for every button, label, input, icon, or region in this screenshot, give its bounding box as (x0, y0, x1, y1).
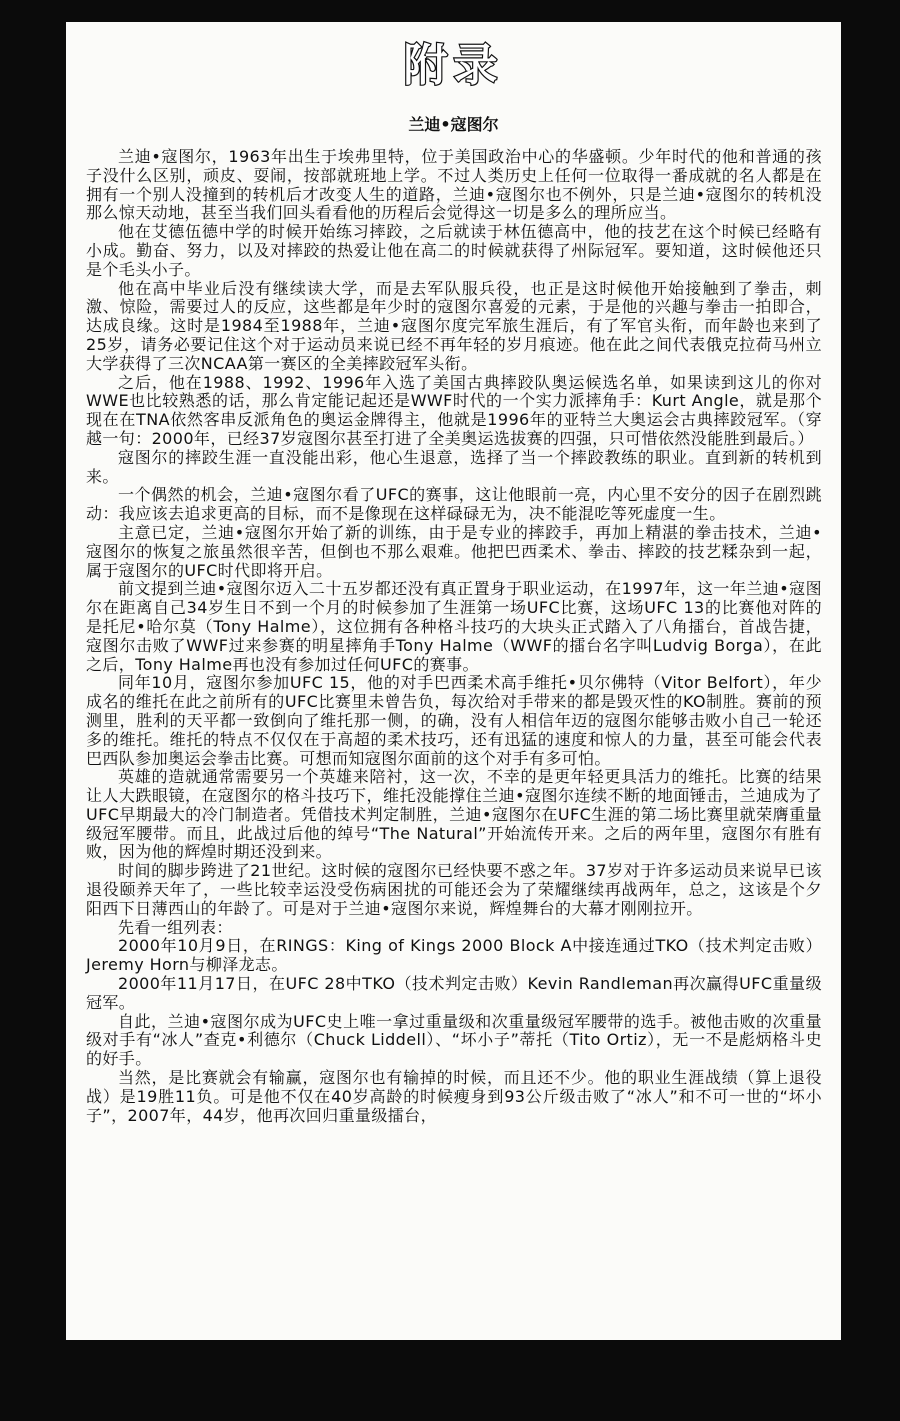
paragraph: 寇图尔的摔跤生涯一直没能出彩，他心生退意，选择了当一个摔跤教练的职业。直到新的转机到来。 (86, 447, 822, 486)
paragraph: 前文提到兰迪•寇图尔迈入二十五岁都还没有真正置身于职业运动，在1997年，这一年兰迪•寇图尔在距离自己34岁生日不到一个月的时候参加了生涯第一场UFC比赛，这场UFC 13的比赛他对阵的是托尼•哈尔莫（Tony Halme），这位拥有各种格斗技巧的大块头正式踏入了八角擂台，首战告捷，寇图尔击败了WWF过来参赛的明星摔角手Tony Halme（WWF的擂台名字叫Ludvig Borga），在此之后，Tony Halme再也没有参加过任何UFC的赛事。 (86, 579, 822, 674)
paragraph: 当然，是比赛就会有输赢，寇图尔也有输掉的时候，而且还不少。他的职业生涯战绩（算上退役战）是19胜11负。可是他不仅在40岁高龄的时候瘦身到93公斤级击败了“冰人”和不可一世的“坏小子”，2007年，44岁，他再次回归重量级擂台， (86, 1068, 822, 1125)
paragraph: 自此，兰迪•寇图尔成为UFC史上唯一拿过重量级和次重量级冠军腰带的选手。被他击败的次重量级对手有“冰人”查克•利德尔（Chuck Liddell）、“坏小子”蒂托（Tito Ortiz），无一不是彪炳格斗史的好手。 (86, 1011, 822, 1069)
document-page (66, 22, 841, 1340)
paragraph: 兰迪•寇图尔，1963年出生于埃弗里特，位于美国政治中心的华盛顿。少年时代的他和普通的孩子没什么区别，顽皮、耍闹，按部就班地上学。不过人类历史上任何一位取得一番成就的名人都是在拥有一个别人没撞到的转机后才改变人生的道路，兰迪•寇图尔也不例外，只是兰迪•寇图尔的转机没那么惊天动地，甚至当我们回头看看他的历程后会觉得这一切是多么的理所应当。 (86, 147, 822, 223)
paragraph: 之后，他在1988、1992、1996年入选了美国古典摔跤队奥运候选名单，如果读到这儿的你对WWE也比较熟悉的话，那么肯定能记起还是WWF时代的一个实力派摔角手：Kurt Angle，就是那个现在在TNA依然客串反派角色的奥运金牌得主，他就是1996年的亚特兰大奥运会古典摔跤冠军。（穿越一句：2000年，已经37岁寇图尔甚至打进了全美奥运选拔赛的四强，只可惜依然没能胜到最后。） (86, 372, 822, 448)
paragraph: 2000年10月9日，在RINGS：King of Kings 2000 Block A中接连通过TKO（技术判定击败）Jeremy Horn与柳泽龙志。 (86, 936, 822, 975)
paragraph: 先看一组列表： (118, 917, 233, 937)
paragraph: 他在艾德伍德中学的时候开始练习摔跤，之后就读于林伍德高中，他的技艺在这个时候已经略有小成。勤奋、努力，以及对摔跤的热爱让他在高二的时候就获得了州际冠军。要知道，这时候他还只是个毛头小子。 (86, 222, 822, 279)
paragraph: 同年10月，寇图尔参加UFC 15，他的对手巴西柔术高手维托•贝尔佛特（Vitor Belfort），年少成名的维托在此之前所有的UFC比赛里未曾告负，每次给对手带来的都是毁灭性的KO制胜。赛前的预测里，胜利的天平都一致倒向了维托那一侧，的确，没有人相信年迈的寇图尔能够击败小自己一轮还多的维托。维托的特点不仅仅在于高超的柔术技巧，还有迅猛的速度和惊人的力量，甚至可能会代表巴西队参加奥运会拳击比赛。可想而知寇图尔面前的这个对手有多可怕。 (86, 673, 822, 768)
paragraph: 时间的脚步跨进了21世纪。这时候的寇图尔已经快要不惑之年。37岁对于许多运动员来说早已该退役颐养天年了，一些比较幸运没受伤病困扰的可能还会为了荣耀继续再战两年，总之，这该是个夕阳西下日薄西山的年龄了。可是对于兰迪•寇图尔来说，辉煌舞台的大幕才刚刚拉开。 (86, 861, 822, 918)
article-body (86, 148, 822, 1125)
paragraph: 英雄的造就通常需要另一个英雄来陪衬，这一次，不幸的是更年轻更具活力的维托。比赛的结果让人大跌眼镜，在寇图尔的格斗技巧下，维托没能撑住兰迪•寇图尔连续不断的地面锤击，兰迪成为了UFC早期最大的冷门制造者。凭借技术判定制胜，兰迪•寇图尔在UFC生涯的第二场比赛里就荣膺重量级冠军腰带。而且，此战过后他的绰号“The Natural”开始流传开来。之后的两年里，寇图尔有胜有败，因为他的辉煌时期还没到来。 (86, 767, 822, 862)
paragraph: 一个偶然的机会，兰迪•寇图尔看了UFC的赛事，这让他眼前一亮，内心里不安分的因子在剧烈跳动：我应该去追求更高的目标，而不是像现在这样碌碌无为，决不能混吃等死虚度一生。 (86, 485, 822, 524)
paragraph: 主意已定，兰迪•寇图尔开始了新的训练，由于是专业的摔跤手，再加上精湛的拳击技术，兰迪•寇图尔的恢复之旅虽然很辛苦，但倒也不那么艰难。他把巴西柔术、拳击、摔跤的技艺糅杂到一起，属于寇图尔的UFC时代即将开启。 (86, 522, 822, 580)
paragraph: 2000年11月17日，在UFC 28中TKO（技术判定击败）Kevin Randleman再次赢得UFC重量级冠军。 (86, 974, 822, 1012)
page-heading: 附录 (403, 40, 504, 91)
paragraph: 他在高中毕业后没有继续读大学，而是去军队服兵役，也正是这时候他开始接触到了拳击，刺激、惊险，需要过人的反应，这些都是年少时的寇图尔喜爱的元素，于是他的兴趣与拳击一拍即合，达成良缘。这时是1984至1988年，兰迪•寇图尔度完军旅生涯后，有了军官头衔，而年龄也来到了25岁，请务必要记住这个对于运动员来说已经不再年轻的岁月痕迹。他在此之间代表俄克拉荷马州立大学获得了三次NCAA第一赛区的全美摔跤冠军头衔。 (86, 278, 822, 373)
article-subtitle: 兰迪•寇图尔 (408, 115, 499, 134)
